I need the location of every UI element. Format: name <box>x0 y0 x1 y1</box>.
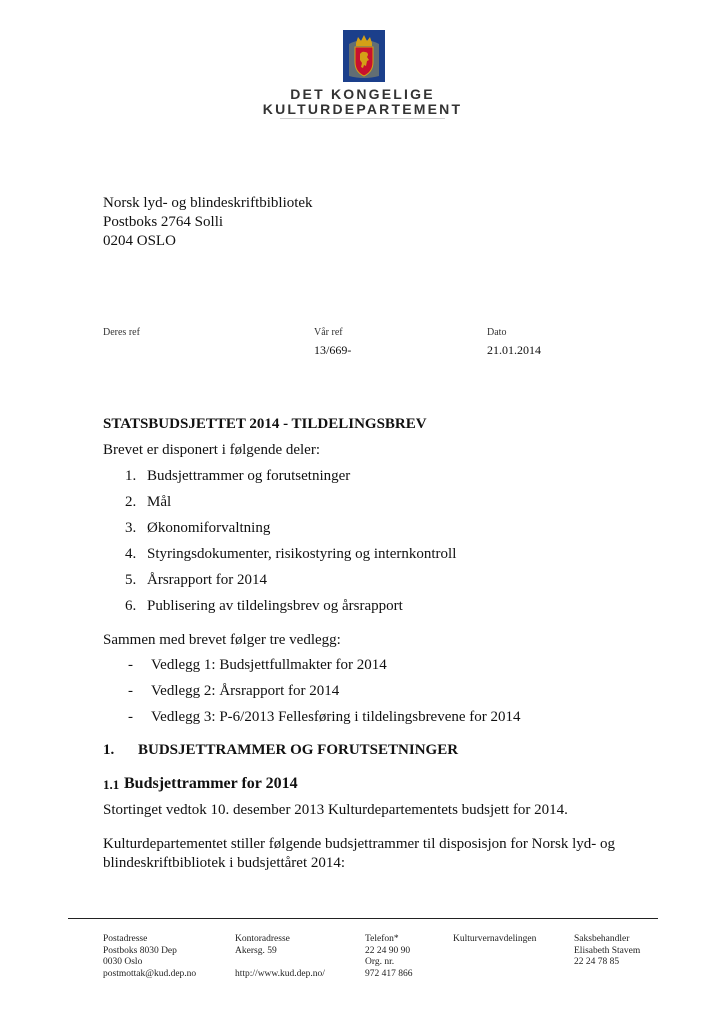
list-item-number: 6. <box>125 598 137 614</box>
footer-label: Telefon* <box>365 934 399 944</box>
section-1-number: 1. <box>103 742 115 758</box>
list-item-number: 2. <box>125 494 137 510</box>
header-divider <box>280 118 445 119</box>
list-item: Styringsdokumenter, risikostyring og internkontroll <box>147 546 457 562</box>
footer-value: Elisabeth Stavem <box>574 945 641 956</box>
bullet-dash: - <box>128 709 133 725</box>
ministry-name-line1: DET KONGELIGE <box>290 86 435 102</box>
footer-value: 22 24 90 90 <box>365 945 411 956</box>
footer-postadresse <box>103 934 196 980</box>
attachment-item: Vedlegg 2: Årsrapport for 2014 <box>151 683 340 699</box>
ministry-name-line2: KULTURDEPARTEMENT <box>262 101 463 117</box>
footer-spacer <box>235 957 325 969</box>
list-item-number: 4. <box>125 546 137 562</box>
letter-title: STATSBUDSJETTET 2014 - TILDELINGSBREV <box>103 416 427 432</box>
paragraph: Kulturdepartementet stiller følgende budsjettrammer til disposisjon for Norsk lyd- og <box>103 836 615 852</box>
bullet-dash: - <box>128 657 133 673</box>
attachment-item: Vedlegg 1: Budsjettfullmakter for 2014 <box>151 657 387 673</box>
var-ref-label: Vår ref <box>314 327 343 338</box>
attachment-item: Vedlegg 3: P-6/2013 Fellesføring i tildelingsbrevene for 2014 <box>151 709 521 725</box>
list-item: Økonomiforvaltning <box>147 520 271 536</box>
list-item-number: 3. <box>125 520 137 536</box>
footer-label: Kontoradresse <box>235 934 290 944</box>
dato-value: 21.01.2014 <box>487 343 541 357</box>
list-item: Mål <box>147 494 172 510</box>
recipient-postal: 0204 OSLO <box>103 233 176 249</box>
footer-value: 972 417 866 <box>365 968 413 979</box>
attachments-intro: Sammen med brevet følger tre vedlegg: <box>103 632 341 648</box>
footer-value: Akersg. 59 <box>235 945 277 956</box>
list-item-number: 1. <box>125 468 137 484</box>
recipient-address: Postboks 2764 Solli <box>103 214 224 230</box>
footer-website: http://www.kud.dep.no/ <box>235 968 325 979</box>
footer-value: 0030 Oslo <box>103 957 143 967</box>
section-1-heading: BUDSJETTRAMMER OG FORUTSETNINGER <box>138 742 459 758</box>
royal-coat-of-arms-icon <box>343 30 385 82</box>
var-ref-value: 13/669- <box>314 343 352 357</box>
paragraph: blindeskriftbibliotek i budsjettåret 2014: <box>103 855 346 871</box>
deres-ref-label: Deres ref <box>103 327 140 338</box>
footer-telefon <box>365 934 413 980</box>
footer-label: Postadresse <box>103 934 148 944</box>
section-1-1-number: 1.1 <box>103 777 120 792</box>
footer-value: 22 24 78 85 <box>574 957 620 967</box>
paragraph: Stortinget vedtok 10. desember 2013 Kulturdepartementets budsjett for 2014. <box>103 802 568 818</box>
list-item-number: 5. <box>125 572 137 588</box>
footer-kontoradresse <box>235 934 325 980</box>
footer-label: Saksbehandler <box>574 934 630 944</box>
footer-email: postmottak@kud.dep.no <box>103 968 197 979</box>
footer-value: Postboks 8030 Dep <box>103 945 177 956</box>
section-1-1-heading: Budsjettrammer for 2014 <box>124 775 298 792</box>
dato-label: Dato <box>487 327 507 338</box>
bullet-dash: - <box>128 683 133 699</box>
recipient-name: Norsk lyd- og blindeskriftbibliotek <box>103 195 313 211</box>
footer-saksbehandler <box>574 934 640 969</box>
list-item: Årsrapport for 2014 <box>147 572 267 588</box>
footer-avdeling: Kulturvernavdelingen <box>453 934 537 944</box>
list-item: Budsjettrammer og forutsetninger <box>147 468 351 484</box>
list-item: Publisering av tildelingsbrev og årsrapport <box>147 598 403 614</box>
footer-label: Org. nr. <box>365 957 395 967</box>
footer-divider <box>68 918 658 919</box>
intro-text: Brevet er disponert i følgende deler: <box>103 442 321 458</box>
